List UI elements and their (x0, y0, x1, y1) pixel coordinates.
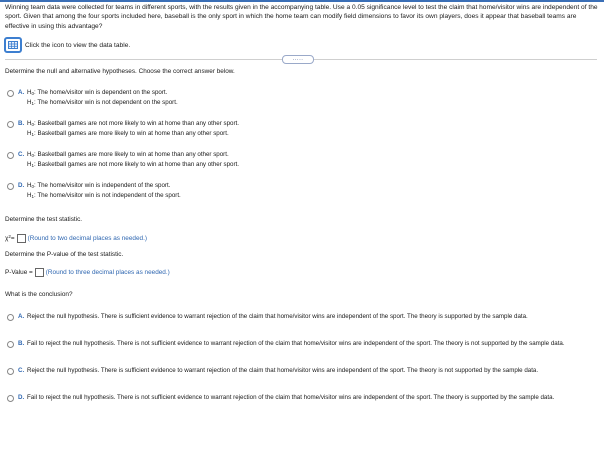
rounding-hint: (Round to two decimal places as needed.) (27, 235, 147, 242)
data-table-link-label: Click the icon to view the data table. (25, 41, 131, 49)
data-table-link-row[interactable] (4, 37, 130, 53)
radio-button[interactable] (7, 183, 14, 190)
table-icon[interactable] (4, 37, 22, 53)
radio-button[interactable] (7, 152, 14, 159)
test-statistic-prompt: Determine the test statistic. (5, 216, 83, 223)
hypotheses-prompt: Determine the null and alternative hypotheses. Choose the correct answer below. (5, 68, 235, 75)
conclusion-prompt: What is the conclusion? (5, 291, 73, 298)
chi-square-input[interactable] (17, 234, 26, 243)
test-statistic-row: $\chi^2=$ (Round to two decimal places as needed.) (5, 234, 147, 242)
radio-button[interactable] (7, 121, 14, 128)
radio-button[interactable] (7, 368, 14, 375)
pvalue-prompt: Determine the P-value of the test statistic. (5, 251, 124, 258)
pvalue-row: P-Value = (Round to three decimal places as needed.) (5, 269, 170, 277)
radio-button[interactable] (7, 395, 14, 402)
radio-button[interactable] (7, 90, 14, 97)
question-intro: Winning team data were collected for teams in different sports, with the results given in the accompanying table. Use a 0.05 significance level to test the claim that home/visitor wins are independent of the sport. Given that among the four sports included here, baseball is the only sport in which the home team can modify field dimensions to favor its own players, does it appear that baseball teams are effective in using this advantage? (5, 4, 598, 30)
expand-more-button[interactable]: ..... (282, 55, 314, 64)
radio-button[interactable] (7, 341, 14, 348)
pvalue-input[interactable] (35, 268, 44, 277)
top-accent-line (0, 0, 604, 2)
rounding-hint: (Round to three decimal places as needed.) (45, 269, 170, 277)
radio-button[interactable] (7, 314, 14, 321)
